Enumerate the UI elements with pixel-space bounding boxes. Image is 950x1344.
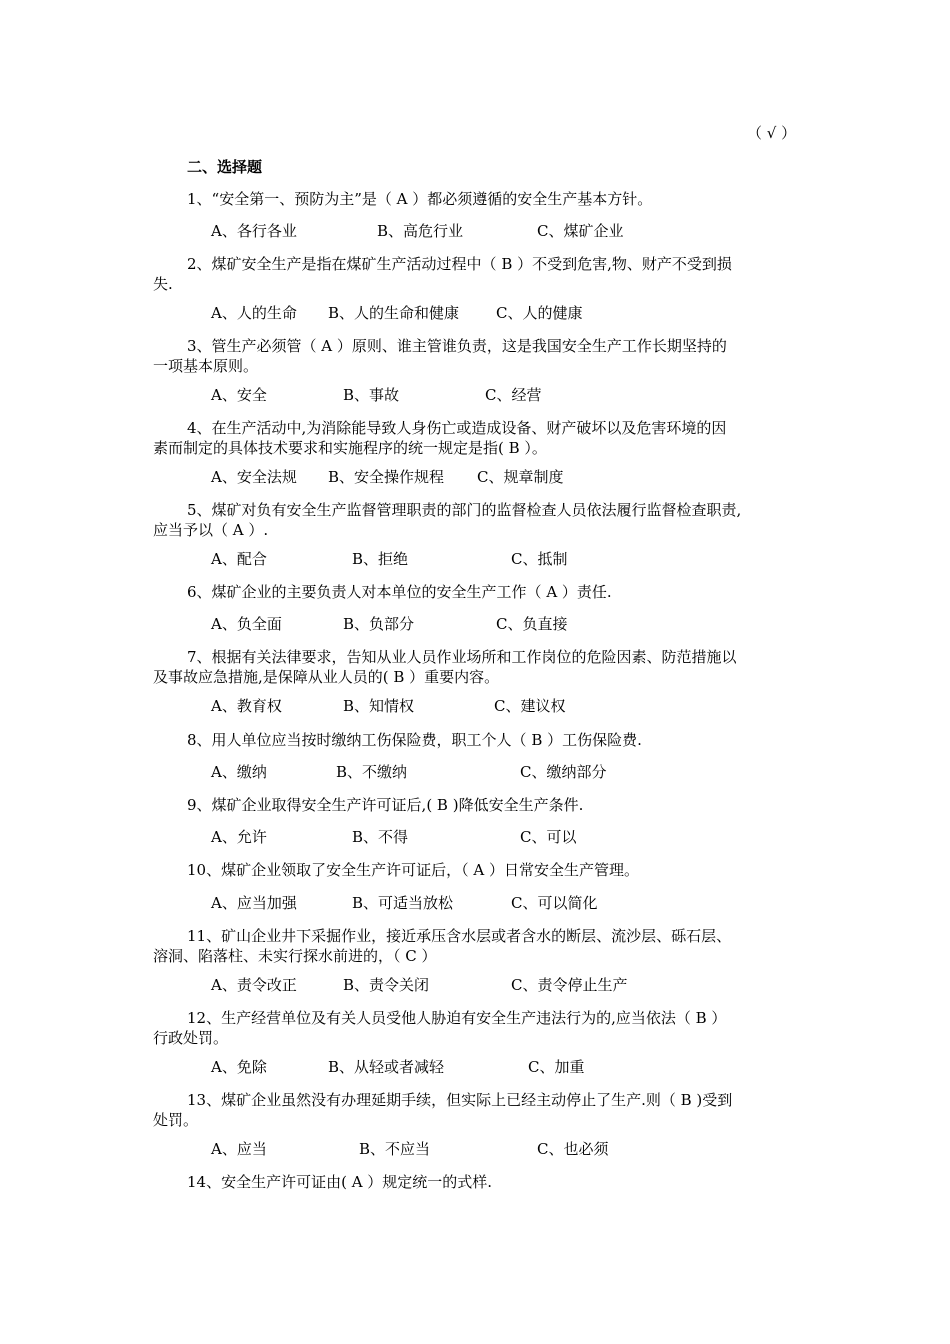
question-7 (153, 647, 813, 687)
option-a: A、责令改正 (211, 976, 297, 994)
question-text: 2、煤矿安全生产是指在煤矿生产活动过程中（ B ）不受到危害,物、财产不受到损 (187, 255, 732, 273)
question-text-continued: 一项基本原则。 (153, 357, 259, 375)
option-a: A、缴纳 (211, 763, 267, 781)
question-text-continued: 应当予以（ A ）. (153, 521, 269, 539)
question-text-continued: 处罚。 (153, 1111, 199, 1129)
option-b: B、责令关闭 (343, 976, 430, 994)
option-b: B、安全操作规程 (328, 468, 445, 486)
option-b: B、不应当 (359, 1140, 431, 1158)
option-a: A、教育权 (211, 697, 282, 715)
question-text: 14、安全生产许可证由( A ）规定统一的式样. (187, 1173, 493, 1191)
option-c: C、责令停止生产 (511, 976, 628, 994)
option-b: B、从轻或者减轻 (328, 1058, 445, 1076)
question-1 (153, 189, 813, 209)
question-text: 7、根据有关法律要求，告知从业人员作业场所和工作岗位的危险因素、防范措施以 (187, 648, 737, 666)
question-text: 11、矿山企业井下采掘作业，接近承压含水层或者含水的断层、流沙层、砾石层、 (187, 927, 732, 945)
option-b: B、可适当放松 (352, 894, 454, 912)
option-c: C、加重 (528, 1058, 585, 1076)
question-12 (153, 1008, 813, 1048)
option-a: A、允许 (211, 828, 267, 846)
question-8 (153, 730, 813, 750)
question-13 (153, 1090, 813, 1130)
question-2 (153, 254, 813, 294)
question-text: 12、生产经营单位及有关人员受他人胁迫有安全生产违法行为的,应当依法（ B ） (187, 1009, 727, 1027)
option-b: B、知情权 (343, 697, 415, 715)
option-c: C、也必须 (537, 1140, 609, 1158)
option-a: A、应当加强 (211, 894, 297, 912)
option-c: C、建议权 (494, 697, 566, 715)
question-text-continued: 及事故应急措施,是保障从业人员的( B ）重要内容。 (153, 668, 500, 686)
question-text: 8、用人单位应当按时缴纳工伤保险费，职工个人（ B ）工伤保险费. (187, 731, 642, 749)
section-title: 二、选择题 (187, 158, 263, 176)
question-text-continued: 溶洞、陷落柱、未实行探水前进的，（ C ） (153, 947, 437, 965)
question-text: 9、煤矿企业取得安全生产许可证后,( B )降低安全生产条件. (187, 796, 584, 814)
option-a: A、免除 (211, 1058, 267, 1076)
question-text-continued: 素而制定的具体技术要求和实施程序的统一规定是指( B ）。 (153, 439, 547, 457)
option-c: C、负直接 (496, 615, 568, 633)
option-c: C、可以 (520, 828, 577, 846)
question-text: 10、煤矿企业领取了安全生产许可证后，（ A ）日常安全生产管理。 (187, 861, 639, 879)
option-b: B、高危行业 (377, 222, 464, 240)
question-10 (153, 860, 813, 880)
question-text-continued: 行政处罚。 (153, 1029, 229, 1047)
option-c: C、可以简化 (511, 894, 598, 912)
option-b: B、负部分 (343, 615, 415, 633)
question-14 (153, 1172, 813, 1192)
option-a: A、安全 (211, 386, 267, 404)
answer-check-mark: （ √ ） (747, 124, 797, 142)
option-a: A、应当 (211, 1140, 267, 1158)
option-b: B、拒绝 (352, 550, 409, 568)
option-c: C、经营 (485, 386, 542, 404)
question-6 (153, 582, 813, 602)
option-a: A、配合 (211, 550, 267, 568)
option-c: C、规章制度 (477, 468, 564, 486)
option-b: B、人的生命和健康 (328, 304, 460, 322)
option-c: C、抵制 (511, 550, 568, 568)
question-9 (153, 795, 813, 815)
question-text: 5、煤矿对负有安全生产监督管理职责的部门的监督检查人员依法履行监督检查职责, (187, 501, 742, 519)
question-3 (153, 336, 813, 376)
question-4 (153, 418, 813, 458)
question-11 (153, 926, 813, 966)
question-text: 13、煤矿企业虽然没有办理延期手续，但实际上已经主动停止了生产.则（ B )受到 (187, 1091, 733, 1109)
option-c: C、煤矿企业 (537, 222, 624, 240)
option-a: A、人的生命 (211, 304, 297, 322)
option-b: B、事故 (343, 386, 400, 404)
question-text-continued: 失. (153, 275, 173, 293)
question-5 (153, 500, 813, 540)
option-c: C、人的健康 (496, 304, 583, 322)
option-c: C、缴纳部分 (520, 763, 607, 781)
option-a: A、负全面 (211, 615, 282, 633)
option-b: B、不缴纳 (336, 763, 408, 781)
question-text: 6、煤矿企业的主要负责人对本单位的安全生产工作（ A ）责任. (187, 583, 612, 601)
question-text: 3、管生产必须管（ A ）原则、谁主管谁负责，这是我国安全生产工作长期坚持的 (187, 337, 727, 355)
question-text: 1、“安全第一、预防为主”是（ A ）都必须遵循的安全生产基本方针。 (187, 190, 653, 208)
option-a: A、各行各业 (211, 222, 297, 240)
question-text: 4、在生产活动中,为消除能导致人身伤亡或造成设备、财产破坏以及危害环境的因 (187, 419, 727, 437)
option-b: B、不得 (352, 828, 409, 846)
option-a: A、安全法规 (211, 468, 297, 486)
